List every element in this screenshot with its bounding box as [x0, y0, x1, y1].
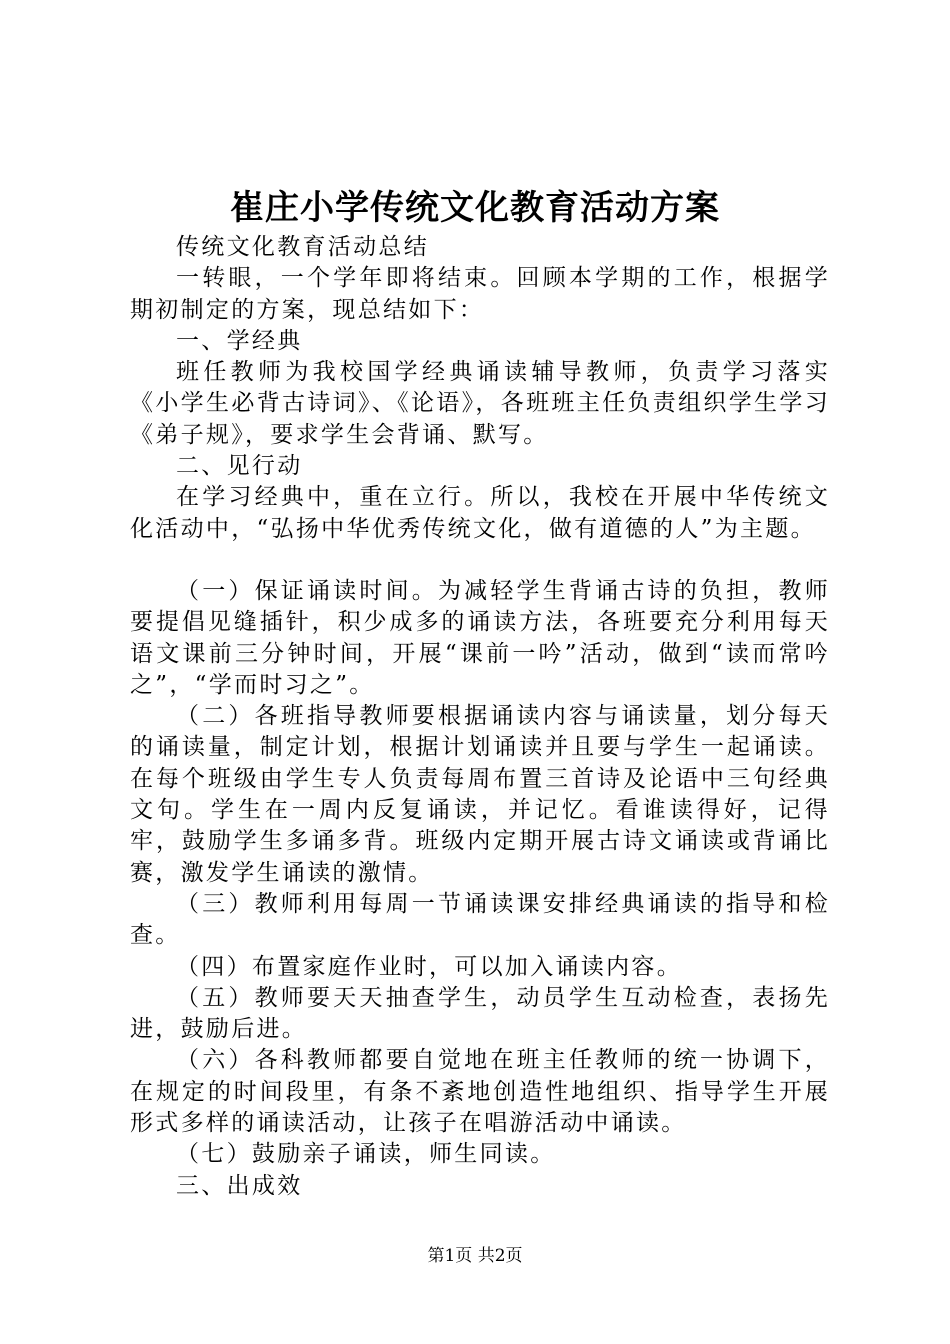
list-item-5: （五）教师要天天抽查学生，动员学生互动检查，表扬先进，鼓励后进。	[130, 984, 830, 1043]
paragraph-subtitle: 传统文化教育活动总结	[176, 234, 429, 260]
list-item-6: （六）各科教师都要自觉地在班主任教师的统一协调下，在规定的时间段里，有条不紊地创造性地组织、指导学生开展形式多样的诵读活动，让孩子在唱游活动中诵读。	[130, 1047, 830, 1137]
list-item-1: （一）保证诵读时间。为减轻学生背诵古诗的负担，教师要提倡见缝插针，积少成多的诵读方法，各班要充分利用每天语文课前三分钟时间，开展“课前一吟”活动，做到“读而常吟之”，“学而时习之”。	[130, 577, 830, 698]
list-item-4: （四）布置家庭作业时，可以加入诵读内容。	[176, 953, 682, 980]
section-heading-3: 三、出成效	[176, 1172, 303, 1199]
section-heading-2: 二、见行动	[176, 453, 303, 480]
paragraph: 在学习经典中，重在立行。所以，我校在开展中华传统文化活动中，“弘扬中华优秀传统文化，做有道德的人”为主题。	[130, 484, 830, 542]
list-item-7: （七）鼓励亲子诵读，师生同读。	[176, 1141, 556, 1168]
document-title: 崔庄小学传统文化教育活动方案	[230, 188, 720, 228]
list-item-2: （二）各班指导教师要根据诵读内容与诵读量，划分每天的诵读量，制定计划，根据计划诵读并且要与学生一起诵读。在每个班级由学生专人负责每周布置三首诗及论语中三句经典文句。学生在一周内反复诵读，并记忆。看谁读得好，记得牢，鼓励学生多诵多背。班级内定期开展古诗文诵读或背诵比赛，激发学生诵读的激情。	[130, 703, 830, 886]
document-body	[130, 232, 830, 1202]
paragraph: 班任教师为我校国学经典诵读辅导教师，负责学习落实《小学生必背古诗词》、《论语》，各班班主任负责组织学生学习《弟子规》，要求学生会背诵、默写。	[130, 359, 830, 448]
list-item-3: （三）教师利用每周一节诵读课安排经典诵读的指导和检查。	[130, 890, 830, 949]
section-heading-1: 一、学经典	[176, 327, 303, 354]
paragraph-intro: 一转眼，一个学年即将结束。回顾本学期的工作，根据学期初制定的方案，现总结如下：	[130, 265, 830, 323]
page-footer: 第1页 共2页	[427, 1246, 523, 1266]
